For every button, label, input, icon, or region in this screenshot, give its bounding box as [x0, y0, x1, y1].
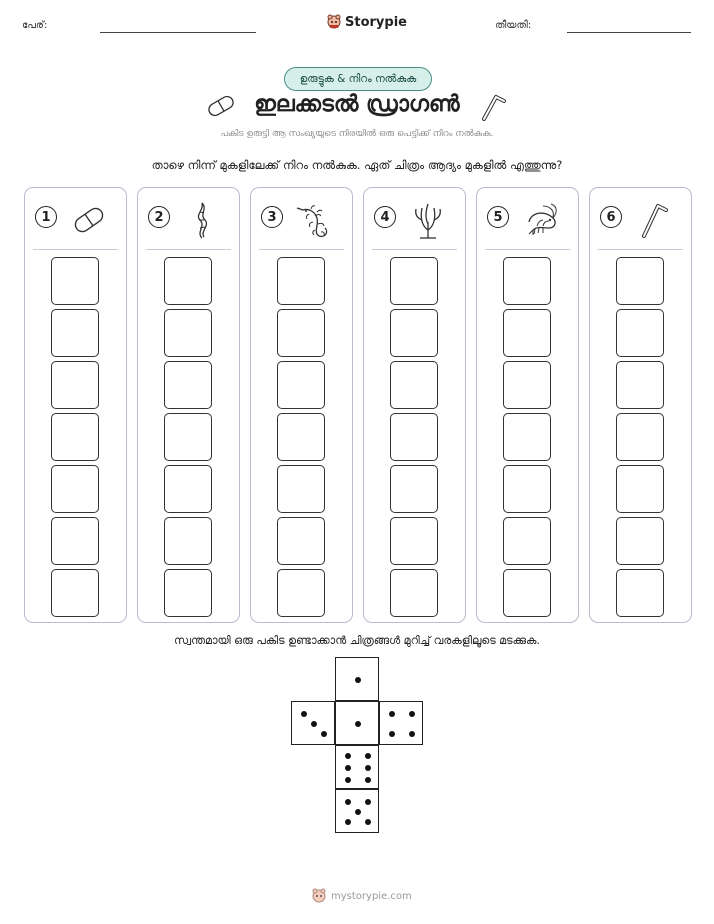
- storypie-mascot-icon: [326, 14, 342, 30]
- dice-pip: [365, 753, 371, 759]
- color-box[interactable]: [390, 465, 438, 513]
- color-box[interactable]: [164, 517, 212, 565]
- dice-pip: [365, 777, 371, 783]
- color-box[interactable]: [503, 309, 551, 357]
- seaweed-leaf-icon: [182, 200, 222, 240]
- column-divider: [485, 249, 570, 250]
- color-box[interactable]: [503, 413, 551, 461]
- color-box[interactable]: [616, 361, 664, 409]
- color-box[interactable]: [616, 517, 664, 565]
- straw-icon: [478, 91, 508, 121]
- column-4: [363, 187, 466, 623]
- color-box[interactable]: [277, 465, 325, 513]
- color-box[interactable]: [503, 257, 551, 305]
- dice-pip: [355, 677, 361, 683]
- dice-pip: [345, 777, 351, 783]
- column-divider: [146, 249, 231, 250]
- brand-logo: [326, 14, 407, 30]
- color-box[interactable]: [390, 569, 438, 617]
- color-box[interactable]: [51, 569, 99, 617]
- column-number: 1: [35, 206, 57, 228]
- dice-pip: [389, 711, 395, 717]
- dice-pip: [355, 721, 361, 727]
- color-box[interactable]: [51, 257, 99, 305]
- color-box[interactable]: [390, 257, 438, 305]
- column-divider: [259, 249, 344, 250]
- column-2: [137, 187, 240, 623]
- dice-pip: [365, 819, 371, 825]
- column-1: [24, 187, 127, 623]
- color-box[interactable]: [164, 569, 212, 617]
- dice-pip: [409, 731, 415, 737]
- color-box[interactable]: [277, 309, 325, 357]
- dice-pip: [321, 731, 327, 737]
- color-box[interactable]: [616, 309, 664, 357]
- column-number: 4: [374, 206, 396, 228]
- column-divider: [598, 249, 683, 250]
- column-divider: [33, 249, 118, 250]
- color-box[interactable]: [277, 361, 325, 409]
- color-box[interactable]: [164, 413, 212, 461]
- dice-pip: [355, 809, 361, 815]
- color-box[interactable]: [51, 361, 99, 409]
- column-number: 2: [148, 206, 170, 228]
- footer-url[interactable]: mystorypie.com: [331, 890, 412, 902]
- name-line[interactable]: [100, 32, 256, 33]
- page-subtitle: പകിട ഉരുട്ടി ആ സംഖ്യയുടെ നിരയിൽ ഒരു പെട്ടിക്ക് നിറം നൽകുക.: [220, 129, 494, 139]
- dice-face-one: [335, 657, 379, 701]
- color-box[interactable]: [390, 309, 438, 357]
- color-box[interactable]: [616, 569, 664, 617]
- column-5: [476, 187, 579, 623]
- shrimp-icon: [521, 200, 561, 240]
- dice-pip: [389, 731, 395, 737]
- dice-instruction: സ്വന്തമായി ഒരു പകിട ഉണ്ടാക്കാൻ ചിത്രങ്ങൾ മുറിച്ച് വരകളിലൂടെ മടക്കുക.: [174, 634, 540, 647]
- color-box[interactable]: [164, 257, 212, 305]
- dice-pip: [345, 799, 351, 805]
- color-box[interactable]: [51, 465, 99, 513]
- column-3: [250, 187, 353, 623]
- coloring-instruction: താഴെ നിന്ന് മുകളിലേക്ക് നിറം നൽകുക. ഏത് ചിത്രം ആദ്യം മുകളിൽ എത്തുന്നു?: [151, 158, 563, 172]
- color-box[interactable]: [503, 361, 551, 409]
- storypie-mascot-icon: [311, 888, 327, 904]
- footer: [311, 888, 412, 904]
- color-box[interactable]: [616, 257, 664, 305]
- dice-pip: [311, 721, 317, 727]
- color-box[interactable]: [277, 413, 325, 461]
- dice-pip: [365, 765, 371, 771]
- color-box[interactable]: [164, 465, 212, 513]
- activity-badge: ഉരുട്ടുക & നിറം നൽകുക: [284, 67, 432, 91]
- pill-icon: [205, 93, 237, 119]
- color-box[interactable]: [164, 309, 212, 357]
- color-box[interactable]: [390, 361, 438, 409]
- color-box[interactable]: [503, 465, 551, 513]
- dice-face-six: [335, 745, 379, 789]
- straw-icon: [634, 200, 674, 240]
- color-box[interactable]: [616, 413, 664, 461]
- color-box[interactable]: [503, 569, 551, 617]
- color-box[interactable]: [164, 361, 212, 409]
- column-divider: [372, 249, 457, 250]
- dice-pip: [301, 711, 307, 717]
- color-box[interactable]: [51, 309, 99, 357]
- dice-face-one: [335, 701, 379, 745]
- color-box[interactable]: [616, 465, 664, 513]
- column-number: 6: [600, 206, 622, 228]
- color-box[interactable]: [277, 569, 325, 617]
- dice-pip: [345, 765, 351, 771]
- name-label: പേര്:: [22, 20, 48, 31]
- brand-name: Storypie: [345, 14, 407, 30]
- dice-pip: [345, 753, 351, 759]
- dice-pip: [345, 819, 351, 825]
- date-line[interactable]: [567, 32, 691, 33]
- color-box[interactable]: [390, 413, 438, 461]
- color-box[interactable]: [277, 257, 325, 305]
- column-number: 3: [261, 206, 283, 228]
- color-box[interactable]: [390, 517, 438, 565]
- column-number: 5: [487, 206, 509, 228]
- dice-face-five: [335, 789, 379, 833]
- color-box[interactable]: [503, 517, 551, 565]
- column-6: [589, 187, 692, 623]
- page-title: ഇലക്കടൽ ഡ്രാഗൺ: [254, 92, 460, 117]
- color-box[interactable]: [51, 517, 99, 565]
- dice-face-three: [291, 701, 335, 745]
- color-box[interactable]: [51, 413, 99, 461]
- dice-pip: [409, 711, 415, 717]
- leafy-sea-dragon-icon: [295, 200, 335, 240]
- color-box[interactable]: [277, 517, 325, 565]
- pill-icon: [69, 200, 109, 240]
- date-label: തീയതി:: [495, 20, 532, 31]
- coral-icon: [408, 200, 448, 240]
- dice-pip: [365, 799, 371, 805]
- dice-face-four: [379, 701, 423, 745]
